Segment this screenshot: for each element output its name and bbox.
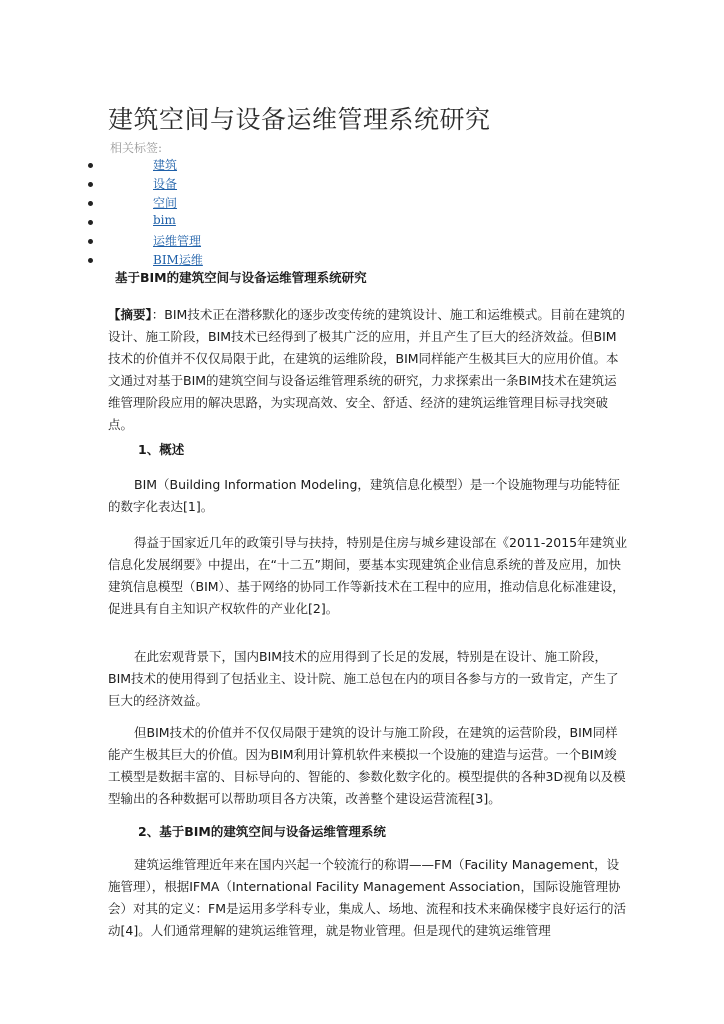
tag-item	[0, 250, 300, 269]
tag-item	[0, 212, 300, 231]
bullet-icon	[88, 163, 93, 168]
tag-link-bim-yunwei[interactable]: BIM运维	[153, 253, 203, 267]
bullet-icon	[88, 258, 93, 263]
tag-link-bim[interactable]: bim	[153, 213, 176, 227]
tag-item	[0, 231, 300, 250]
section-2-heading: 2、基于BIM的建筑空间与设备运维管理系统	[138, 824, 386, 839]
tag-item	[0, 155, 300, 174]
bullet-icon	[88, 239, 93, 244]
bullet-icon	[88, 182, 93, 187]
abstract-label: 【摘要】	[108, 307, 152, 322]
document-title: 建筑空间与设备运维管理系统研究	[108, 105, 491, 134]
bullet-icon	[88, 201, 93, 206]
tag-item	[0, 174, 300, 193]
main-heading: 基于BIM的建筑空间与设备运维管理系统研究	[115, 270, 367, 285]
section-1-paragraph-3: 在此宏观背景下，国内BIM技术的应用得到了长足的发展，特别是在设计、施工阶段，BIM技术的使用得到了包括业主、设计院、施工总包在内的项目各参与方的一致肯定，产生了巨大的经济效益。	[108, 649, 619, 708]
tag-link-jianzhu[interactable]: 建筑	[153, 158, 178, 172]
tag-item	[0, 193, 300, 212]
abstract-text: ：BIM技术正在潜移默化的逐步改变传统的建筑设计、施工和运维模式。目前在建筑的设计、施工阶段，BIM技术已经得到了极其广泛的应用，并且产生了巨大的经济效益。但BIM技术的价值并不仅仅局限于此，在建筑的运维阶段，BIM同样能产生极其巨大的应用价值。本文通过对基于BIM的建筑空间与设备运维管理系统的研究，力求探索出一条BIM技术在建筑运维管理阶段应用的解决思路，为实现高效、安全、舒适、经济的建筑运维管理目标寻找突破点。	[108, 307, 625, 432]
section-1-paragraph-4: 但BIM技术的价值并不仅仅局限于建筑的设计与施工阶段，在建筑的运营阶段，BIM同样能产生极其巨大的价值。因为BIM利用计算机软件来模拟一个设施的建造与运营。一个BIM竣工模型是数据丰富的、目标导向的、智能的、参数化数字化的。模型提供的各种3D视角以及模型输出的各种数据可以帮助项目各方决策，改善整个建设运营流程[3]。	[108, 725, 626, 806]
tag-link-shebei[interactable]: 设备	[153, 177, 178, 191]
abstract-paragraph	[108, 304, 628, 436]
bullet-icon	[88, 220, 93, 225]
section-1-heading: 1、概述	[138, 442, 185, 457]
tag-list	[0, 155, 300, 269]
tags-label: 相关标签:	[110, 141, 163, 155]
tag-link-yunwei-guanli[interactable]: 运维管理	[153, 234, 202, 248]
section-1-paragraph-2: 得益于国家近几年的政策引导与扶持，特别是住房与城乡建设部在《2011-2015年建筑业信息化发展纲要》中提出，在“十二五”期间，要基本实现建筑企业信息系统的普及应用，加快建筑信息模型（BIM）、基于网络的协同工作等新技术在工程中的应用，推动信息化标准建设，促进具有自主知识产权软件的产业化[2]。	[108, 535, 628, 616]
section-2-paragraph-1: 建筑运维管理近年来在国内兴起一个较流行的称谓——FM（Facility Management，设施管理），根据IFMA（International Facility Management Association，国际设施管理协会）对其的定义：FM是运用多学科专业，集成人、场地、流程和技术来确保楼宇良好运行的活动[4]。人们通常理解的建筑运维管理，就是物业管理。但是现代的建筑运维管理	[108, 857, 626, 938]
tag-link-kongjian[interactable]: 空间	[153, 196, 178, 210]
section-1-paragraph-1: BIM（Building Information Modeling，建筑信息化模型）是一个设施物理与功能特征的数字化表达[1]。	[108, 477, 620, 514]
